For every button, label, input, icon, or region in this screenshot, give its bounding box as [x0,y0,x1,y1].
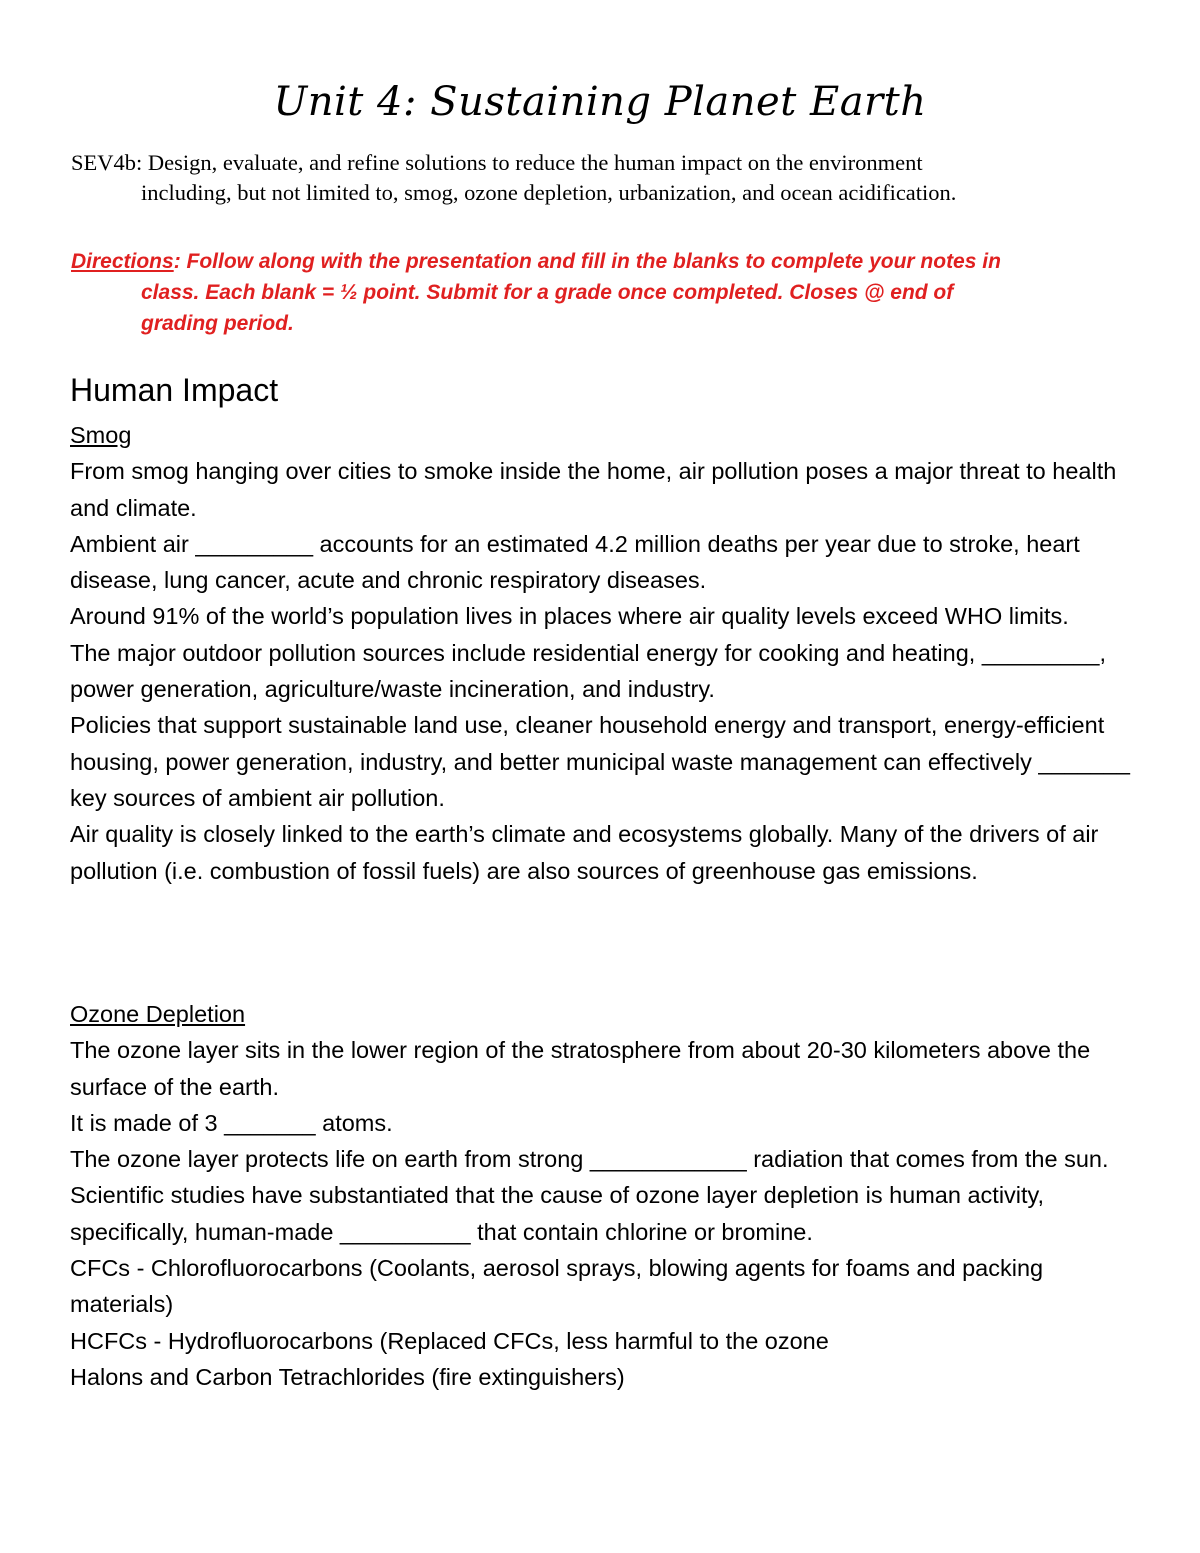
directions-label: Directions [71,250,174,273]
ozone-section [70,996,1145,1395]
ozone-paragraph: Scientific studies have substantiated that the cause of ozone layer depletion is human activity, specifically, human-made __________ that contain chlorine or bromine. [70,1182,1045,1245]
standard-line-1: SEV4b: Design, evaluate, and refine solutions to reduce the human impact on the environment [71,150,923,175]
smog-paragraph: Air quality is closely linked to the earth’s climate and ecosystems globally. Many of the drivers of air pollution (i.e. combustion of fossil fuels) are also sources of greenhouse gas emissions. [70,821,1099,884]
ozone-paragraph: CFCs - Chlorofluorocarbons (Coolants, aerosol sprays, blowing agents for foams and packing materials) [70,1255,1044,1318]
page-title: Unit 4: Sustaining Planet Earth [273,79,927,125]
standard-line-2: including, but not limited to, smog, ozone depletion, urbanization, and ocean acidification. [141,180,957,205]
directions-line-2: class. Each blank = ½ point. Submit for a grade once completed. Closes @ end of [141,281,954,304]
smog-paragraph: The major outdoor pollution sources include residential energy for cooking and heating, _________, power generation, agriculture/waste incineration, and industry. [70,639,1106,703]
directions-line-1: : Follow along with the presentation and fill in the blanks to complete your notes in [173,250,1001,273]
section-heading: Human Impact [70,372,279,408]
smog-paragraph: Policies that support sustainable land use, cleaner household energy and transport, energy-efficient housing, power generation, industry, and better municipal waste management can effectively _______ key sources of ambient air pollution. [70,712,1130,811]
ozone-paragraph: Halons and Carbon Tetrachlorides (fire extinguishers) [70,1363,625,1390]
ozone-paragraph: HCFCs - Hydrofluorocarbons (Replaced CFCs, less harmful to the ozone [70,1327,829,1354]
standard-text [71,148,1131,208]
smog-paragraph: Around 91% of the world’s population lives in places where air quality levels exceed WHO limits. [70,603,1069,630]
ozone-paragraph: The ozone layer sits in the lower region of the stratosphere from about 20-30 kilometers above the surface of the earth. [70,1037,1091,1100]
smog-paragraph: From smog hanging over cities to smoke inside the home, air pollution poses a major threat to health and climate. [70,458,1117,521]
ozone-subheading: Ozone Depletion [70,1001,246,1027]
smog-subheading: Smog [70,422,132,448]
smog-section [70,417,1145,889]
smog-paragraph: Ambient air _________ accounts for an estimated 4.2 million deaths per year due to stroke, heart disease, lung cancer, acute and chronic respiratory diseases. [70,530,1080,594]
directions-line-3: grading period. [141,312,294,335]
ozone-paragraph: The ozone layer protects life on earth from strong ____________ radiation that comes from the sun. [70,1146,1109,1173]
ozone-paragraph: It is made of 3 _______ atoms. [70,1109,393,1136]
directions [71,246,1141,339]
